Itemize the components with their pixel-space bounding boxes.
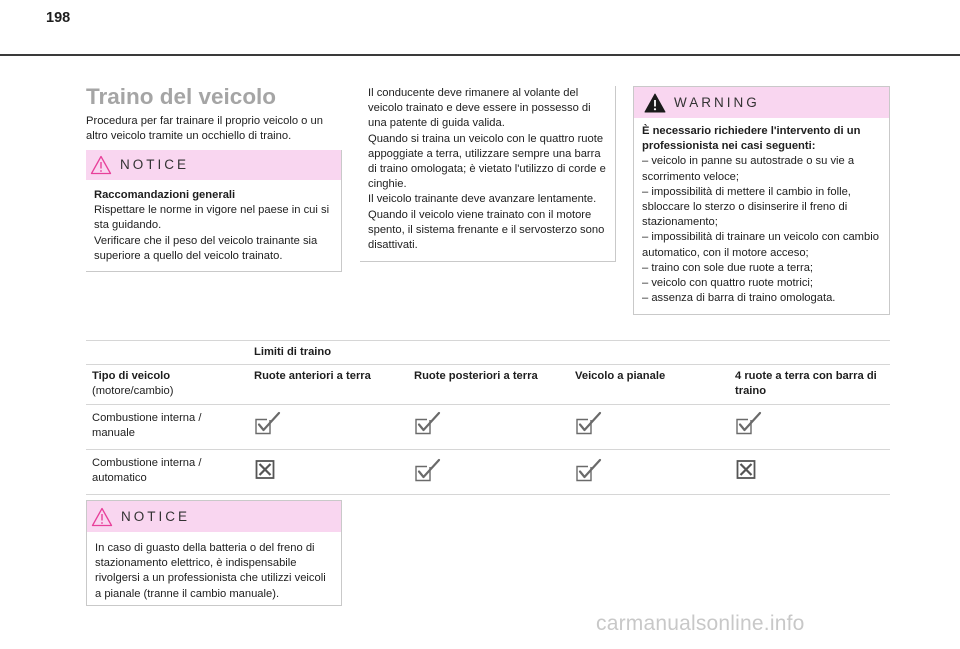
column-header: Veicolo a pianale <box>569 365 729 404</box>
instruction-line: Il conducente deve rimanere al volante del veicolo trainato e deve essere in possesso di una patente di guida valida. <box>368 87 591 130</box>
warning-icon <box>644 93 666 113</box>
row-label: Combustione interna / manuale <box>86 404 248 449</box>
instruction-line: Quando si traina un veicolo con le quattro ruote appoggiate a terra, utilizzare sempre una barra di traino omologata; è vietato l'utilizzo di corde e cinghie. <box>368 132 606 191</box>
warning-item: – assenza di barra di traino omologata. <box>642 292 836 305</box>
table-row <box>86 449 890 494</box>
warning-box <box>633 86 890 315</box>
checkmark-icon <box>254 411 282 435</box>
notice-warning-icon <box>91 507 113 527</box>
warning-header <box>634 87 889 118</box>
checkmark-icon <box>575 458 603 482</box>
table-row <box>86 404 890 449</box>
notice-text: In caso di guasto della batteria o del freno di stazionamento elettrico, è indispensabile rivolgersi a un professionista che utilizzi veicoli a pianale (tranne il cambio manuale). <box>95 542 326 600</box>
table-corner-cell <box>86 341 248 365</box>
notice-line: Rispettare le norme in vigore nel paese in cui si sta guidando. <box>94 204 330 232</box>
notice-warning-icon <box>90 155 112 175</box>
table-row-header <box>86 365 248 404</box>
warning-heading: È necessario richiedere l'intervento di un professionista nei casi seguenti: <box>642 125 861 153</box>
column-header: Ruote anteriori a terra <box>248 365 408 404</box>
watermark: carmanualsonline.info <box>596 612 805 635</box>
cross-box-icon <box>254 458 282 482</box>
towing-limits-table <box>86 340 890 495</box>
checkmark-icon <box>414 458 442 482</box>
row-header-bold: Tipo di veicolo <box>92 370 171 383</box>
checkmark-icon <box>735 411 763 435</box>
checkmark-icon <box>575 411 603 435</box>
warning-item: – veicolo in panne su autostrade o su vie a scorrimento veloce; <box>642 155 855 183</box>
warning-item: – veicolo con quattro ruote motrici; <box>642 277 814 290</box>
notice-line: Verificare che il peso del veicolo trainante sia superiore a quello del veicolo trainato. <box>94 234 318 262</box>
intro-text: Procedura per far trainare il proprio veicolo o un altro veicolo tramite un occhiello di traino. <box>86 115 323 143</box>
warning-item: – traino con sole due ruote a terra; <box>642 261 814 274</box>
warning-item: – impossibilità di trainare un veicolo con cambio automatico, con il motore acceso; <box>642 231 879 259</box>
page-title: Traino del veicolo <box>86 84 277 109</box>
column-header: 4 ruote a terra con barra di traino <box>729 365 890 404</box>
notice-box-battery <box>86 500 342 606</box>
page-number: 198 <box>46 10 71 26</box>
row-label: Combustione interna / automatico <box>86 449 248 494</box>
cross-box-icon <box>735 458 763 482</box>
notice-label: NOTICE <box>121 508 191 524</box>
column-header: Ruote posteriori a terra <box>408 365 569 404</box>
notice-header <box>87 501 341 532</box>
notice-box-general <box>86 150 342 272</box>
header-rule <box>0 54 960 56</box>
checkmark-icon <box>414 411 442 435</box>
instruction-line: Quando il veicolo viene trainato con il motore spento, il sistema frenante e il servosterzo sono disattivati. <box>368 208 605 252</box>
row-header-sub: (motore/cambio) <box>92 385 174 398</box>
towing-instructions <box>360 86 616 262</box>
warning-item: – impossibilità di mettere il cambio in folle, sbloccare lo sterzo o disinserire il freno di stazionamento; <box>642 185 851 229</box>
instruction-line: Il veicolo trainante deve avanzare lentamente. <box>368 193 597 206</box>
notice-heading: Raccomandazioni generali <box>94 189 236 201</box>
table-group-header: Limiti di traino <box>248 341 890 365</box>
notice-label: NOTICE <box>120 157 190 173</box>
warning-label: WARNING <box>674 94 760 110</box>
notice-header <box>86 150 341 180</box>
